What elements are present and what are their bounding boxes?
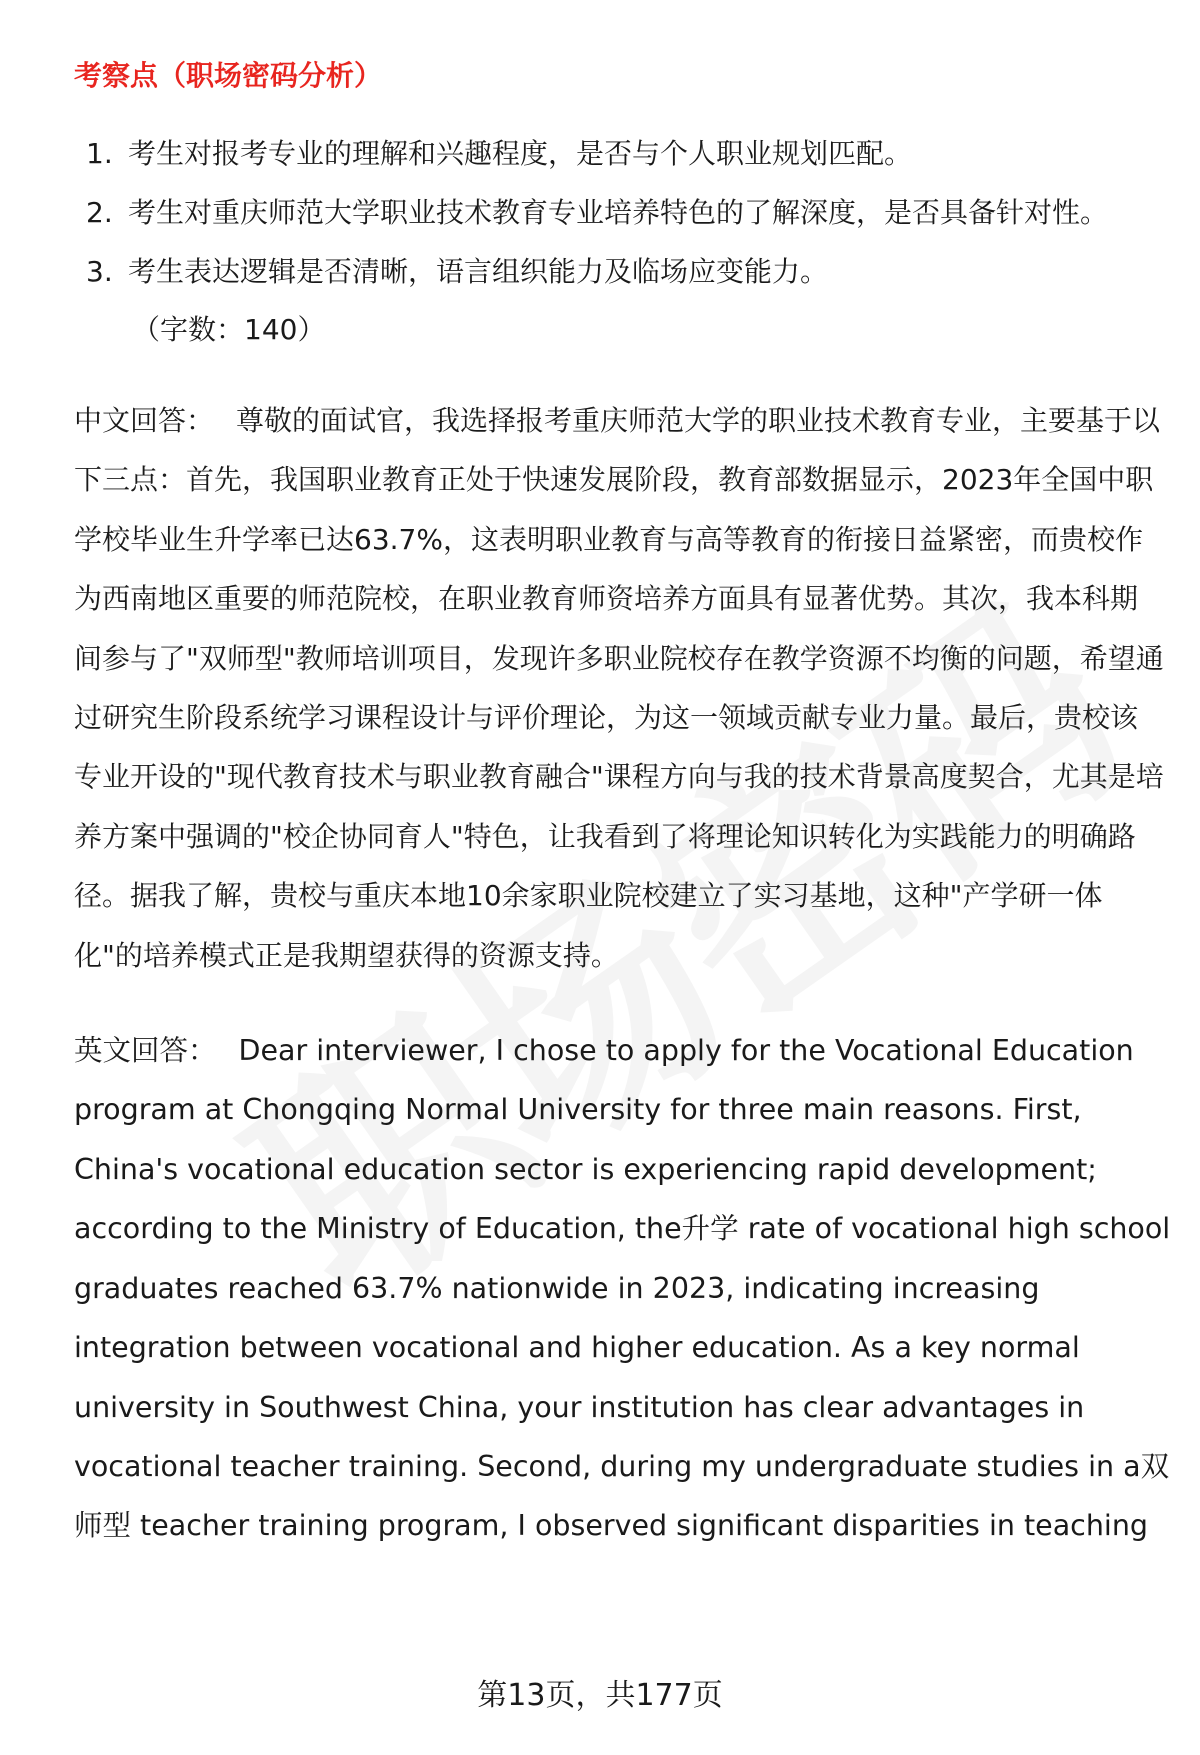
list-item-number: 1.: [86, 137, 113, 170]
assessment-points-list: [74, 124, 1164, 301]
list-item: [74, 124, 1178, 183]
section-title: 考察点（职场密码分析）: [74, 59, 383, 92]
list-item: [74, 242, 1178, 301]
chinese-answer-paragraph: [74, 391, 1164, 985]
list-item-number: 2.: [86, 196, 113, 229]
chinese-answer-text: 尊敬的面试官，我选择报考重庆师范大学的职业技术教育专业，主要基于以下三点：首先，我国职业教育正处于快速发展阶段，教育部数据显示，2023年全国中职学校毕业生升学率已达63.7%，这表明职业教育与高等教育的衔接日益紧密，而贵校作为西南地区重要的师范院校，在职业教育师资培养方面具有显著优势。其次，我本科期间参与了"双师型"教师培训项目，发现许多职业院校存在教学资源不均衡的问题，希望通过研究生阶段系统学习课程设计与评价理论，为这一领域贡献专业力量。最后，贵校该专业开设的"现代教育技术与职业教育融合"课程方向与我的技术背景高度契合，尤其是培养方案中强调的"校企协同育人"特色，让我看到了将理论知识转化为实践能力的明确路径。据我了解，贵校与重庆本地10余家职业院校建立了实习基地，这种"产学研一体化"的培养模式正是我期望获得的资源支持。: [74, 404, 1164, 972]
english-answer-paragraph: [74, 1021, 1174, 1556]
english-answer-label: 英文回答：: [74, 1034, 217, 1068]
list-item: [74, 183, 1178, 242]
page-footer: 第13页，共177页: [477, 1678, 723, 1713]
word-count: （字数：140）: [132, 313, 326, 346]
content-area: [74, 56, 1171, 1592]
list-item-text: 考生表达逻辑是否清晰，语言组织能力及临场应变能力。: [128, 255, 829, 288]
english-answer-text: Dear interviewer, I chose to apply for the Vocational Education program at Chongqing Normal University for three main reasons. First, China's vocational education sector is experiencing rapid development; according to the Ministry of Education, the升学 rate of vocational high school graduates reached 63.7% nationwide in 2023, indicating increasing integration between vocational and higher education. As a key normal university in Southwest China, your institution has clear advantages in vocational teacher training. Second, during my undergraduate studies in a双师型 teacher training program, I observed significant disparities in teaching: [74, 1034, 1171, 1543]
chinese-answer-label: 中文回答：: [74, 404, 215, 437]
list-item-text: 考生对报考专业的理解和兴趣程度，是否与个人职业规划匹配。: [128, 137, 913, 170]
list-item-number: 3.: [86, 255, 113, 288]
list-item-text: 考生对重庆师范大学职业技术教育专业培养特色的了解深度，是否具备针对性。: [128, 196, 1109, 229]
